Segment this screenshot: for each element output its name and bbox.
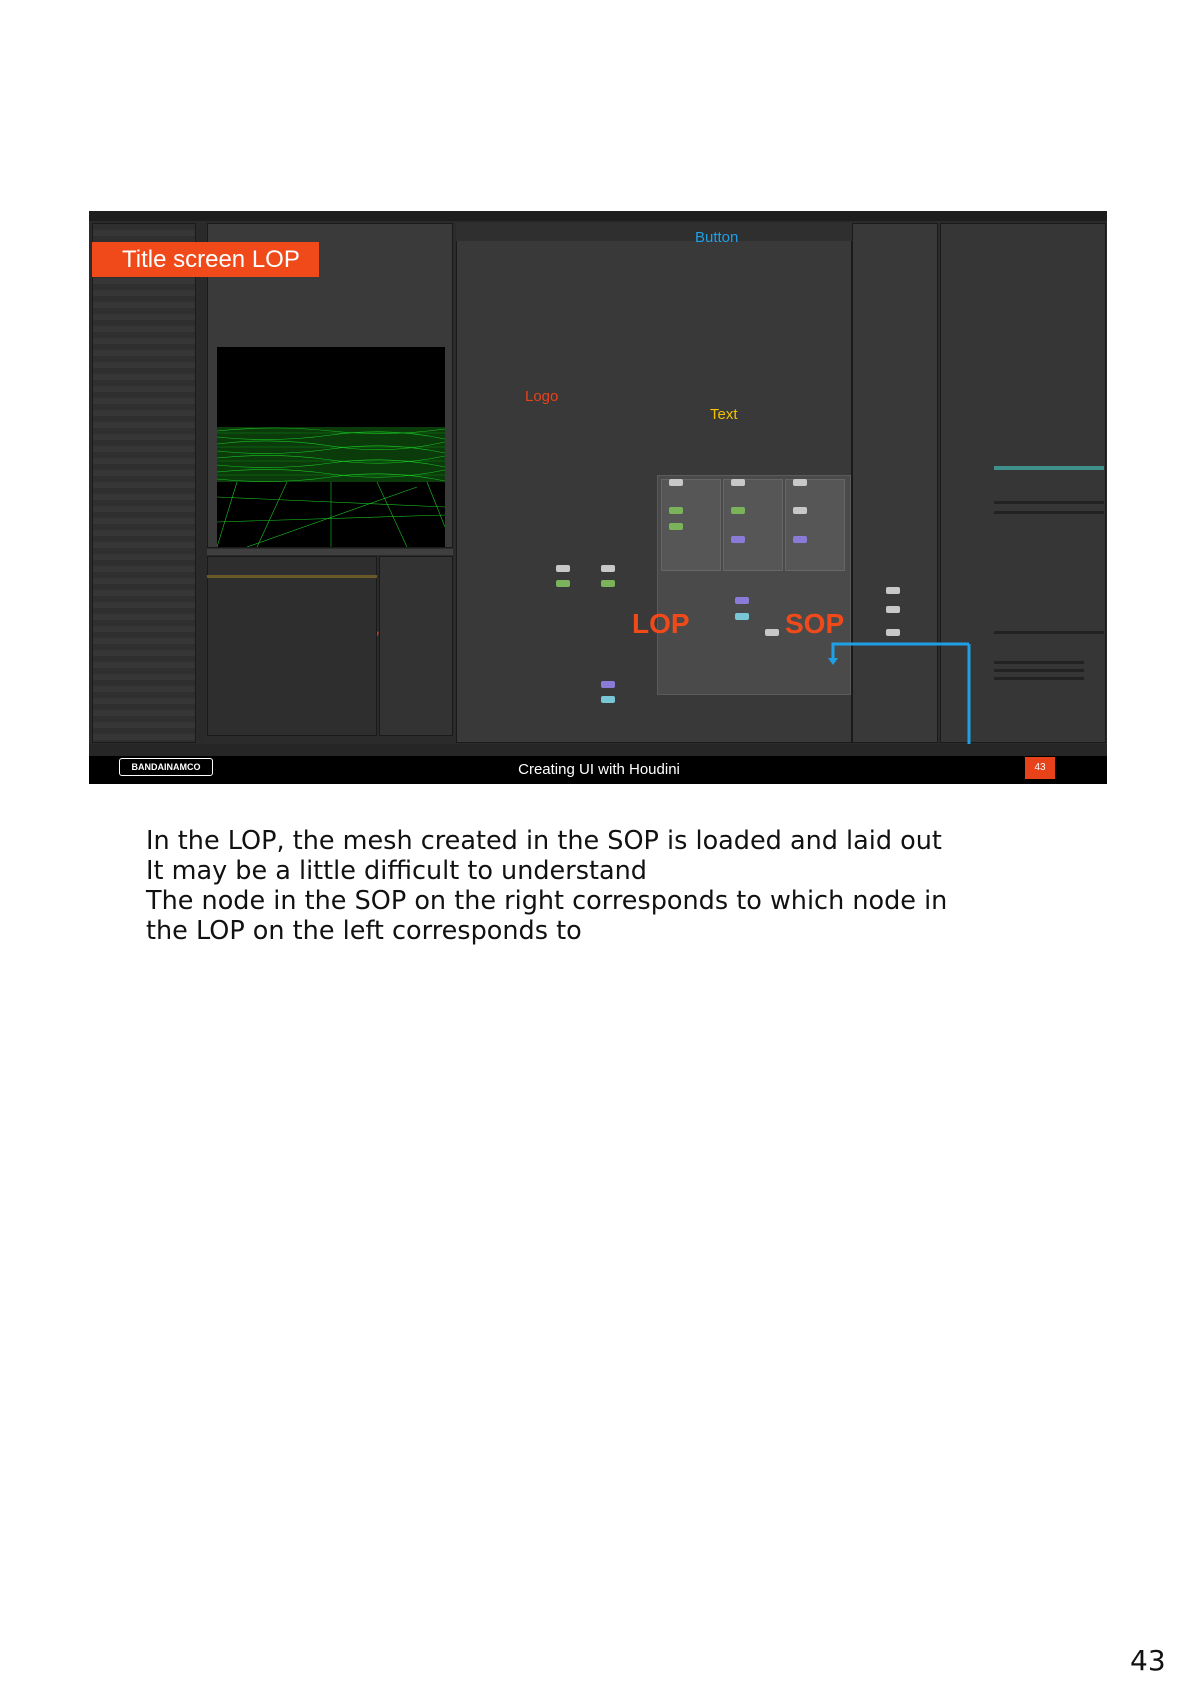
note-line-1: In the LOP, the mesh created in the SOP is loaded and laid out <box>146 826 942 856</box>
note-line-3: The node in the SOP on the right corresponds to which node in <box>146 886 948 916</box>
logo-label: Logo <box>525 388 559 405</box>
page-number: 43 <box>1130 1644 1166 1677</box>
footer-slide-number: 43 <box>1025 757 1055 779</box>
lop-label: LOP <box>632 608 690 639</box>
slide-notes <box>146 826 1086 946</box>
note-line-4: the LOP on the left corresponds to <box>146 916 582 946</box>
footer-title: Creating UI with Houdini <box>518 761 680 778</box>
note-line-2: It may be a little difficult to understand <box>146 856 647 886</box>
sop-label: SOP <box>785 608 845 639</box>
bandainamco-logo: BANDAINAMCO <box>119 758 213 776</box>
timeline-bar <box>89 744 1107 756</box>
text-label: Text <box>710 406 738 423</box>
button-label: Button <box>695 229 739 246</box>
houdini-screenshot <box>89 211 1107 784</box>
title-screen-badge: Title screen LOP <box>92 242 319 277</box>
annotation-arrows <box>89 211 1107 784</box>
